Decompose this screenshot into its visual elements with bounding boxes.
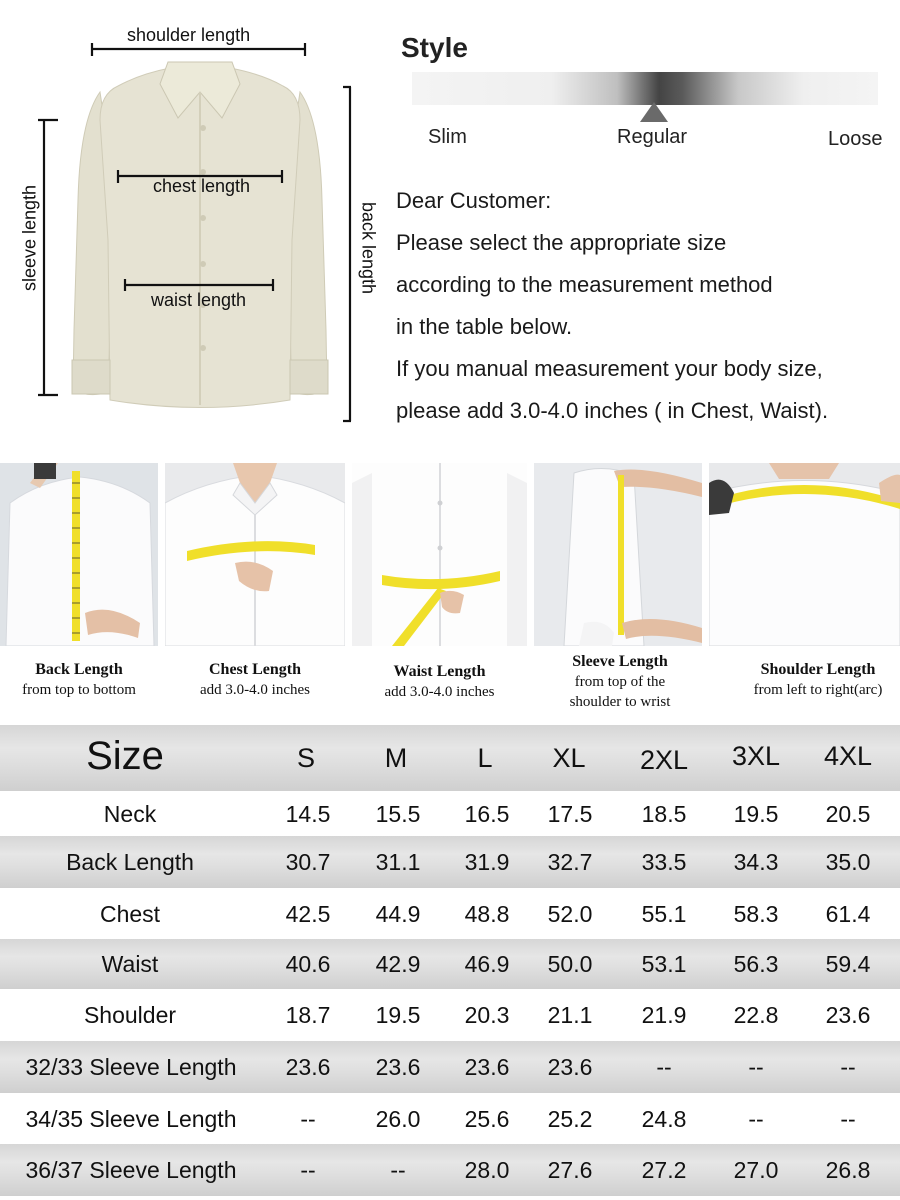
caption-title: Chest Length xyxy=(208,661,301,678)
table-row xyxy=(0,989,900,1041)
table-cell: 44.9 xyxy=(375,901,421,927)
table-cell: 23.6 xyxy=(464,1054,510,1080)
caption-desc: from top of the xyxy=(574,674,666,690)
table-cell: 31.9 xyxy=(464,849,510,875)
style-title: Style xyxy=(401,32,468,63)
table-cell: 40.6 xyxy=(285,951,331,977)
table-cell: 23.6 xyxy=(375,1054,421,1080)
shoulder-length-caption xyxy=(732,660,900,700)
table-cell: 31.1 xyxy=(375,849,421,875)
sleeve-length-caption xyxy=(534,652,706,712)
table-cell: 59.4 xyxy=(825,951,871,977)
table-cell: -- xyxy=(656,1054,672,1080)
caption-title: Sleeve Length xyxy=(572,653,668,670)
table-cell: 30.7 xyxy=(285,849,331,875)
chest-length-photo xyxy=(165,463,345,646)
table-cell: 20.5 xyxy=(825,801,871,827)
table-header-row xyxy=(0,725,900,791)
size-column-header: M xyxy=(384,743,408,773)
table-row xyxy=(0,1041,900,1093)
table-cell: -- xyxy=(748,1054,764,1080)
back-length-photo xyxy=(0,463,158,646)
table-row xyxy=(0,791,900,836)
note-line: according to the measurement method xyxy=(396,272,773,297)
style-option-slim: Slim xyxy=(428,126,467,148)
shirt-measurement-diagram xyxy=(0,0,390,440)
table-cell: -- xyxy=(748,1106,764,1132)
table-cell: 18.7 xyxy=(285,1002,331,1028)
table-cell: 26.8 xyxy=(825,1157,871,1183)
note-line: Please select the appropriate size xyxy=(396,230,727,255)
chest-length-label: chest length xyxy=(153,176,251,196)
caption-desc: add 3.0-4.0 inches xyxy=(200,682,310,698)
note-line: please add 3.0-4.0 inches ( in Chest, Waist). xyxy=(396,398,829,423)
size-column-header: S xyxy=(296,743,315,773)
table-cell: 15.5 xyxy=(375,801,421,827)
table-row xyxy=(0,888,900,939)
row-label: Shoulder xyxy=(83,1002,177,1028)
table-cell: 42.5 xyxy=(285,901,331,927)
table-cell: 32.7 xyxy=(547,849,593,875)
row-label: Back Length xyxy=(66,849,194,875)
table-cell: 27.0 xyxy=(733,1157,779,1183)
table-cell: 55.1 xyxy=(641,901,687,927)
style-option-regular: Regular xyxy=(617,126,688,148)
table-row xyxy=(0,1093,900,1144)
table-cell: 21.1 xyxy=(547,1002,593,1028)
sleeve-length-photo xyxy=(534,463,702,646)
size-column-header: 2XL xyxy=(639,745,689,775)
table-cell: 52.0 xyxy=(547,901,593,927)
style-selected-marker-icon xyxy=(640,102,668,122)
size-column-header: L xyxy=(477,743,493,773)
table-cell: -- xyxy=(840,1054,856,1080)
waist-length-label: waist length xyxy=(151,290,247,310)
table-cell: 19.5 xyxy=(733,801,779,827)
waist-length-photo xyxy=(352,463,527,646)
note-line: Dear Customer: xyxy=(396,188,552,213)
size-column-header: 4XL xyxy=(823,741,873,771)
table-cell: -- xyxy=(300,1157,316,1183)
note-line: If you manual measurement your body size, xyxy=(396,356,823,381)
caption-title: Waist Length xyxy=(393,663,486,680)
caption-desc: add 3.0-4.0 inches xyxy=(384,684,495,700)
table-cell: 21.9 xyxy=(641,1002,687,1028)
row-label: Neck xyxy=(103,801,157,827)
table-cell: 50.0 xyxy=(547,951,593,977)
table-cell: 28.0 xyxy=(464,1157,510,1183)
table-cell: 17.5 xyxy=(547,801,593,827)
caption-desc: from top to bottom xyxy=(22,682,136,698)
waist-length-caption xyxy=(352,662,527,702)
table-cell: 23.6 xyxy=(547,1054,593,1080)
size-column-header: XL xyxy=(552,743,586,773)
table-row xyxy=(0,1144,900,1196)
table-cell: -- xyxy=(840,1106,856,1132)
table-cell: 56.3 xyxy=(733,951,779,977)
table-cell: 25.2 xyxy=(547,1106,593,1132)
shoulder-length-label: shoulder length xyxy=(127,25,251,45)
row-label: 34/35 Sleeve Length xyxy=(25,1106,237,1132)
table-cell: 26.0 xyxy=(375,1106,421,1132)
table-cell: 20.3 xyxy=(464,1002,510,1028)
row-label: 36/37 Sleeve Length xyxy=(25,1157,237,1183)
style-option-loose: Loose xyxy=(828,128,883,150)
size-header-label: Size xyxy=(86,734,164,778)
table-cell: 48.8 xyxy=(464,901,510,927)
table-cell: 19.5 xyxy=(375,1002,421,1028)
shoulder-length-photo xyxy=(709,463,900,646)
table-cell: 35.0 xyxy=(825,849,871,875)
row-label: Chest xyxy=(99,901,161,927)
table-cell: 46.9 xyxy=(464,951,510,977)
back-length-label: back length xyxy=(358,201,379,295)
shirt-illustration xyxy=(0,0,390,440)
style-gradient-bar xyxy=(412,72,878,105)
table-cell: 58.3 xyxy=(733,901,779,927)
sleeve-length-label: sleeve length xyxy=(19,184,40,292)
table-cell: 27.2 xyxy=(641,1157,687,1183)
size-chart-table xyxy=(0,725,900,1200)
size-column-header: 3XL xyxy=(731,741,781,771)
table-cell: 23.6 xyxy=(285,1054,331,1080)
customer-note xyxy=(396,180,896,432)
row-label: Waist xyxy=(101,951,159,977)
table-cell: 53.1 xyxy=(641,951,687,977)
caption-desc: from left to right(arc) xyxy=(753,682,883,698)
table-cell: 16.5 xyxy=(464,801,510,827)
table-cell: 24.8 xyxy=(641,1106,687,1132)
note-line: in the table below. xyxy=(396,314,573,339)
caption-title: Back Length xyxy=(35,661,123,678)
row-label: 32/33 Sleeve Length xyxy=(25,1054,237,1080)
table-cell: 22.8 xyxy=(733,1002,779,1028)
table-cell: 25.6 xyxy=(464,1106,510,1132)
table-cell: -- xyxy=(390,1157,406,1183)
table-cell: 23.6 xyxy=(825,1002,871,1028)
caption-desc: shoulder to wrist xyxy=(569,694,671,710)
table-cell: 27.6 xyxy=(547,1157,593,1183)
table-row xyxy=(0,836,900,888)
table-cell: 33.5 xyxy=(641,849,687,875)
table-row xyxy=(0,939,900,989)
back-length-caption xyxy=(0,660,158,700)
chest-length-caption xyxy=(165,660,345,700)
table-cell: -- xyxy=(300,1106,316,1132)
caption-title: Shoulder Length xyxy=(760,661,876,678)
table-cell: 34.3 xyxy=(733,849,779,875)
table-cell: 14.5 xyxy=(285,801,331,827)
table-cell: 42.9 xyxy=(375,951,421,977)
table-cell: 61.4 xyxy=(825,901,871,927)
table-cell: 18.5 xyxy=(641,801,687,827)
